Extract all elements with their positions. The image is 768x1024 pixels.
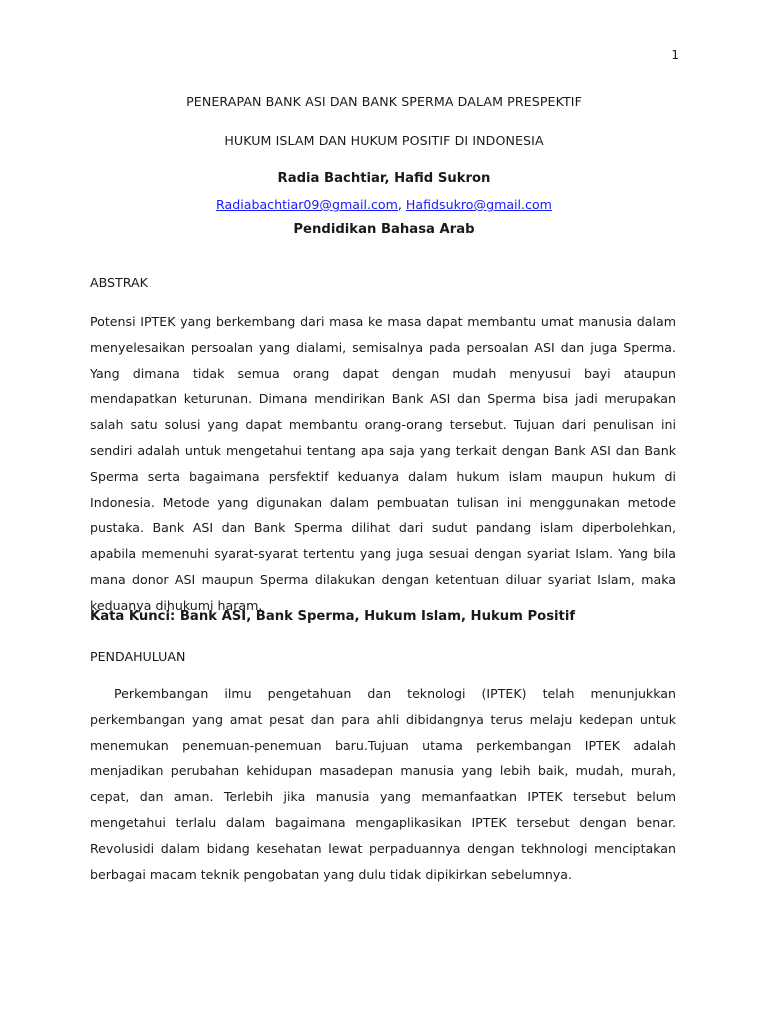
email-link-1[interactable]: Radiabachtiar09@gmail.com xyxy=(216,197,398,212)
abstract-body: Potensi IPTEK yang berkembang dari masa ke masa dapat membantu umat manusia dalam menyelesaikan persoalan yang dialami, semisalnya pada persoalan ASI dan juga Sperma. Yang dimana tidak semua orang dapat dengan mudah menyusui bayi ataupun mendapatkan keturunan. Dimana mendirikan Bank ASI dan Sperma bisa jadi merupakan salah satu solusi yang dapat membantu orang-orang tersebut. Tujuan dari penulisan ini sendiri adalah untuk mengetahui tentang apa saja yang terkait dengan Bank ASI dan Bank Sperma serta bagaimana persfektif keduanya dalam hukum islam maupun hukum di Indonesia. Metode yang digunakan dalam pembuatan tulisan ini menggunakan metode pustaka. Bank ASI dan Bank Sperma dilihat dari sudut pandang islam diperbolehkan, apabila memenuhi syarat-syarat tertentu yang juga sesuai dengan syariat Islam. Yang bila mana donor ASI maupun Sperma dilakukan dengan ketentuan diluar syariat Islam, maka keduanya dihukumi haram. xyxy=(90,314,676,613)
author-emails xyxy=(0,197,768,212)
keywords: Kata Kunci: Bank ASI, Bank Sperma, Hukum Islam, Hukum Positif xyxy=(90,609,576,624)
email-separator: , xyxy=(397,197,406,212)
title-line-1: PENERAPAN BANK ASI DAN BANK SPERMA DALAM PRESPEKTIF xyxy=(186,94,582,109)
title-line-2: HUKUM ISLAM DAN HUKUM POSITIF DI INDONESIA xyxy=(224,133,544,148)
affiliation: Pendidikan Bahasa Arab xyxy=(293,222,475,237)
introduction-heading: PENDAHULUAN xyxy=(90,649,186,664)
introduction-body: Perkembangan ilmu pengetahuan dan teknologi (IPTEK) telah menunjukkan perkembangan yang amat pesat dan para ahli dibidangnya terus melaju kedepan untuk menemukan penemuan-penemuan baru.Tujuan utama perkembangan IPTEK adalah menjadikan perubahan kehidupan masadepan manusia yang lebih baik, mudah, murah, cepat, dan aman. Terlebih jika manusia yang memanfaatkan IPTEK tersebut belum mengetahui terlalu dalam bagaimana mengaplikasikan IPTEK tersebut dengan benar. Revolusidi dalam bidang kesehatan lewat perpaduannya dengan tekhnologi menciptakan berbagai macam teknik pengobatan yang dulu tidak dipikirkan sebelumnya. xyxy=(90,686,676,882)
author-names: Radia Bachtiar, Hafid Sukron xyxy=(277,171,491,186)
abstract-heading: ABSTRAK xyxy=(90,275,148,290)
page-number: 1 xyxy=(671,48,679,62)
email-link-2[interactable]: Hafidsukro@gmail.com xyxy=(405,197,552,212)
